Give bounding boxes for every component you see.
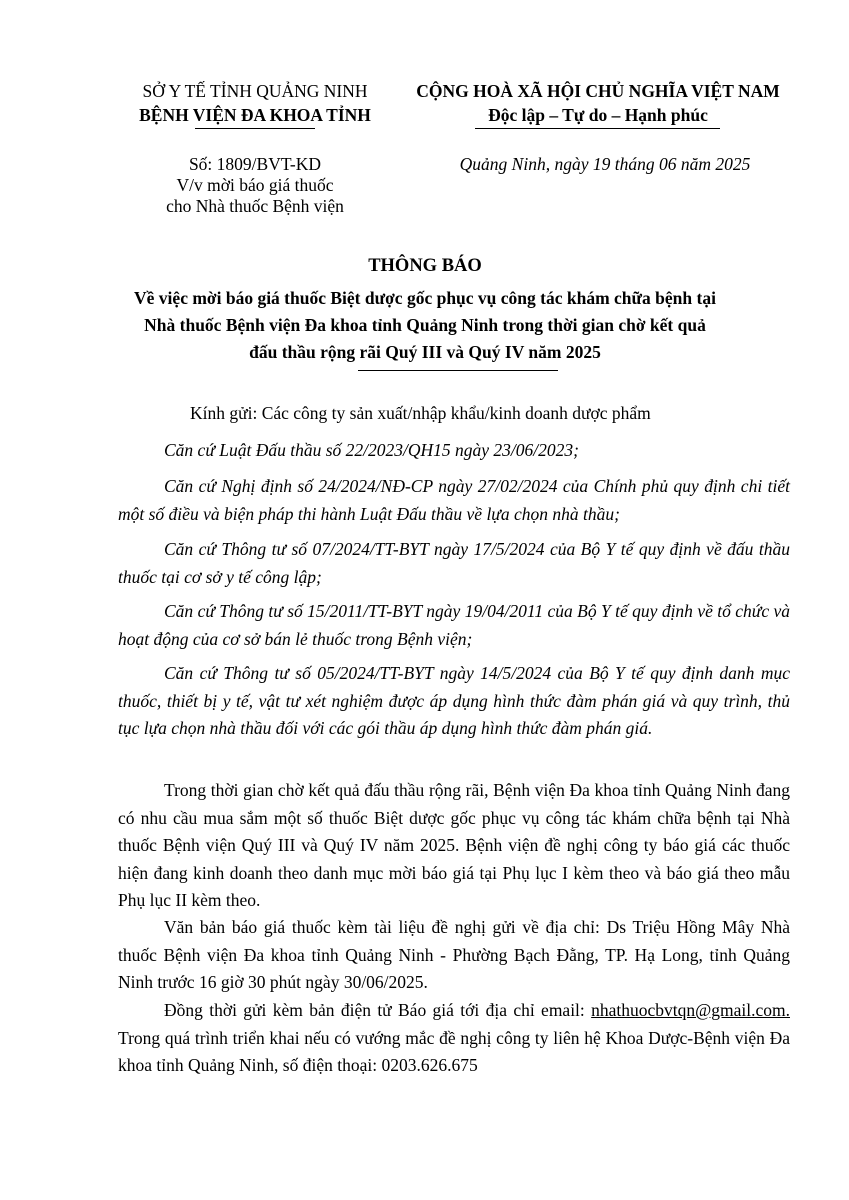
- doc-subtitle: [40, 285, 810, 366]
- org-line-2: BỆNH VIỆN ĐA KHOA TỈNH: [139, 105, 371, 125]
- body-paragraph-2: Văn bản báo giá thuốc kèm tài liệu đề nghị gửi về địa chỉ: Ds Triệu Hồng Mây Nhà thuốc Bệnh viện Đa khoa tỉnh Quảng Ninh - Phường Bạch Đằng, TP. Hạ Long, tỉnh Quảng Ninh trước 16 giờ 30 phút ngày 30/06/2025.: [118, 917, 790, 992]
- legal-basis-2: Căn cứ Nghị định số 24/2024/NĐ-CP ngày 27/02/2024 của Chính phủ quy định chi tiết một số điều và biện pháp thi hành Luật Đấu thầu về lựa chọn nhà thầu;: [118, 476, 790, 524]
- email-link[interactable]: nhathuocbvtqn@gmail.com.: [591, 1000, 790, 1020]
- org-underline: [195, 128, 315, 129]
- legal-basis-1: Căn cứ Luật Đấu thầu số 22/2023/QH15 ngày 23/06/2023;: [164, 440, 579, 460]
- contact-text: Trong quá trình triển khai nếu có vướng mắc đề nghị công ty liên hệ Khoa Dược-Bệnh viện Đa khoa tỉnh Quảng Ninh, số điện thoại: 0203.626.675: [118, 1027, 790, 1075]
- nation-line-1: CỘNG HOÀ XÃ HỘI CHỦ NGHĨA VIỆT NAM: [416, 81, 780, 101]
- subtitle-line-3: đấu thầu rộng rãi Quý III và Quý IV năm 2025: [249, 342, 601, 362]
- national-header: [398, 79, 798, 127]
- title-underline: [358, 370, 558, 371]
- subject-line-1: V/v mời báo giá thuốc: [176, 175, 334, 195]
- legal-basis-4: Căn cứ Thông tư số 15/2011/TT-BYT ngày 19/04/2011 của Bộ Y tế quy định về tổ chức và hoạt động của cơ sở bán lẻ thuốc trong Bệnh viện;: [118, 601, 790, 649]
- legal-basis-5: Căn cứ Thông tư số 05/2024/TT-BYT ngày 14/5/2024 của Bộ Y tế quy định danh mục thuốc, thiết bị y tế, vật tư xét nghiệm được áp dụng hình thức đàm phán giá và quy trình, thủ tục lựa chọn nhà thầu đối với các gói thầu áp dụng hình thức đàm phán giá.: [118, 663, 790, 738]
- subtitle-line-1: Về việc mời báo giá thuốc Biệt dược gốc phục vụ công tác khám chữa bệnh tại: [134, 288, 716, 308]
- subject-line-2: cho Nhà thuốc Bệnh viện: [166, 196, 344, 216]
- doc-reference: [120, 154, 390, 217]
- legal-basis-3: Căn cứ Thông tư số 07/2024/TT-BYT ngày 17/5/2024 của Bộ Y tế quy định về đấu thầu thuốc tại cơ sở y tế công lập;: [118, 539, 790, 587]
- doc-number: Số: 1809/BVT-KD: [188, 154, 322, 174]
- place-date: Quảng Ninh, ngày 19 tháng 06 năm 2025: [459, 154, 751, 174]
- nation-line-2: Độc lập – Tự do – Hạnh phúc: [488, 105, 708, 125]
- recipient: Kính gửi: Các công ty sản xuất/nhập khẩu/kinh doanh dược phẩm: [190, 403, 651, 423]
- body-paragraph-3: [118, 997, 790, 1080]
- email-intro-text: Đồng thời gửi kèm bản điện tử Báo giá tới địa chỉ email:: [164, 1000, 585, 1020]
- org-header: [110, 79, 400, 127]
- motto-underline: [475, 128, 720, 129]
- body-paragraph-1: Trong thời gian chờ kết quả đấu thầu rộng rãi, Bệnh viện Đa khoa tỉnh Quảng Ninh đang có nhu cầu mua sắm một số thuốc Biệt dược gốc phục vụ công tác khám chữa bệnh tại Nhà thuốc Bệnh viện Quý III và Quý IV năm 2025. Bệnh viện đề nghị công ty báo giá các thuốc hiện đang kinh doanh theo danh mục mời báo giá tại Phụ lục I kèm theo và báo giá theo mẫu Phụ lục II kèm theo.: [118, 780, 790, 910]
- doc-title: THÔNG BÁO: [368, 256, 482, 276]
- subtitle-line-2: Nhà thuốc Bệnh viện Đa khoa tỉnh Quảng Ninh trong thời gian chờ kết quả: [144, 315, 706, 335]
- org-line-1: SỞ Y TẾ TỈNH QUẢNG NINH: [142, 81, 368, 101]
